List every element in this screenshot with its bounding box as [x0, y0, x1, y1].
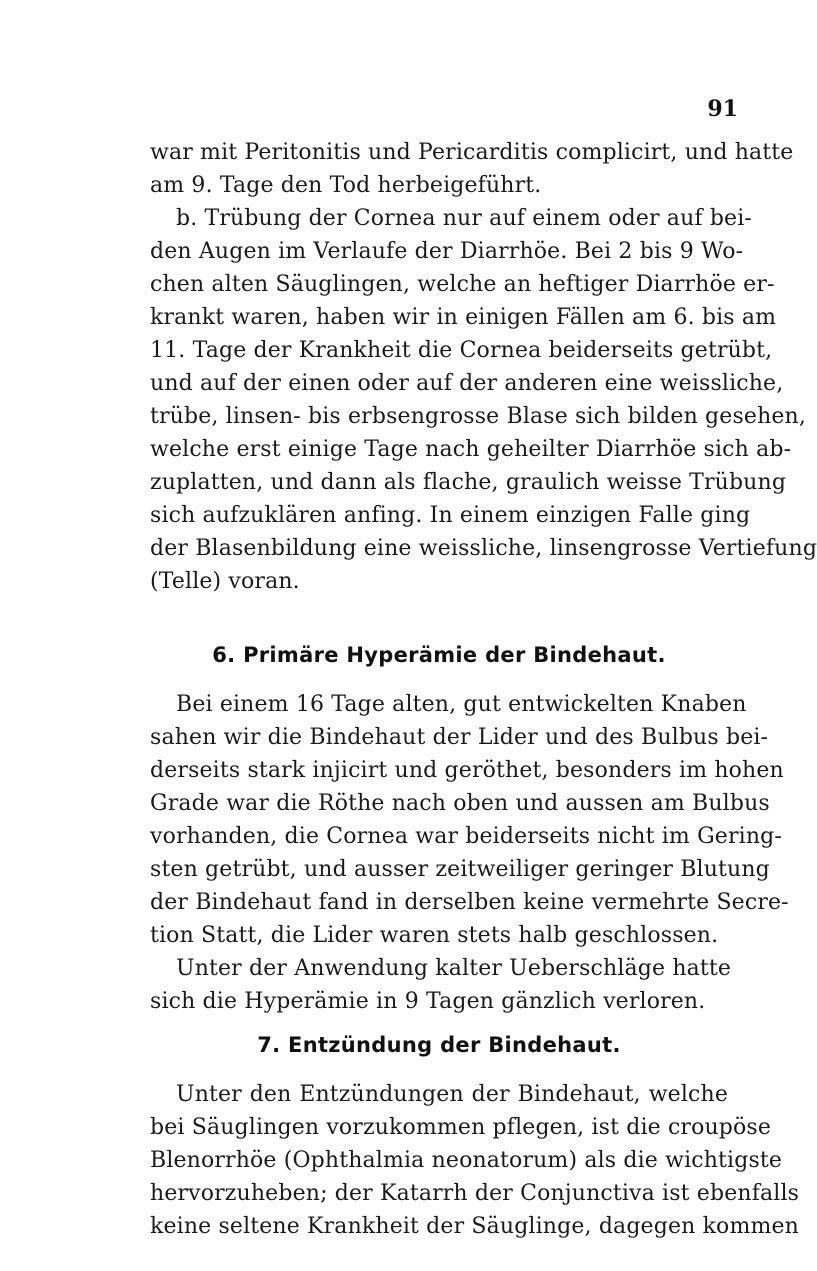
text-line: (Telle) voran.	[150, 569, 300, 594]
text-line: und auf der einen oder auf der anderen eine weissliche,	[150, 371, 784, 396]
text-line: Bei einem 16 Tage alten, gut entwickelten Knaben	[176, 692, 747, 717]
text-line: sahen wir die Bindehaut der Lider und des Bulbus bei-	[150, 725, 769, 750]
text-line: welche erst einige Tage nach geheilter Diarrhöe sich ab-	[150, 437, 792, 462]
text-line: der Blasenbildung eine weissliche, linsengrosse Vertiefung	[150, 536, 817, 561]
text-line: chen alten Säuglingen, welche an heftiger Diarrhöe er-	[150, 272, 775, 297]
text-line: am 9. Tage den Tod herbeigeführt.	[150, 173, 542, 198]
text-line: 11. Tage der Krankheit die Cornea beiderseits getrübt,	[150, 338, 773, 363]
text-line: sich aufzuklären anfing. In einem einzigen Falle ging	[150, 503, 751, 528]
text-line: der Bindehaut fand in derselben keine vermehrte Secre-	[150, 890, 789, 915]
text-line: den Augen im Verlaufe der Diarrhöe. Bei 2 bis 9 Wo-	[150, 239, 744, 264]
text-line: derseits stark injicirt und geröthet, besonders im hohen	[150, 758, 784, 783]
text-line: Unter den Entzündungen der Bindehaut, welche	[176, 1082, 728, 1107]
text-line: Blenorrhöe (Ophthalmia neonatorum) als die wichtigste	[150, 1148, 783, 1173]
text-line: trübe, linsen- bis erbsengrosse Blase sich bilden gesehen,	[150, 404, 807, 429]
text-line: tion Statt, die Lider waren stets halb geschlossen.	[150, 923, 719, 948]
text-line: Grade war die Röthe nach oben und aussen am Bulbus	[150, 791, 770, 816]
text-line: war mit Peritonitis und Pericarditis complicirt, und hatte	[150, 140, 794, 165]
paragraph-block-entzuendung	[150, 1078, 800, 1243]
text-line: b. Trübung der Cornea nur auf einem oder auf bei-	[176, 206, 752, 231]
text-line: krankt waren, haben wir in einigen Fällen am 6. bis am	[150, 305, 777, 330]
paragraph-block-trubung	[150, 136, 817, 598]
text-line: bei Säuglingen vorzukommen pflegen, ist die croupöse	[150, 1115, 772, 1140]
text-line: keine seltene Krankheit der Säuglinge, dagegen kommen	[150, 1214, 799, 1239]
section-heading-7: 7. Entzündung der Bindehaut.	[257, 1033, 621, 1057]
text-line: Unter der Anwendung kalter Ueberschläge hatte	[176, 956, 732, 981]
text-line: sten getrübt, und ausser zeitweiliger geringer Blutung	[150, 857, 770, 882]
section-heading-6: 6. Primäre Hyperämie der Bindehaut.	[212, 643, 666, 667]
text-line: vorhanden, die Cornea war beiderseits nicht im Gering-	[150, 824, 782, 849]
text-line: sich die Hyperämie in 9 Tagen gänzlich verloren.	[150, 989, 706, 1014]
text-line: hervorzuheben; der Katarrh der Conjunctiva ist ebenfalls	[150, 1181, 800, 1206]
text-line: zuplatten, und dann als flache, graulich weisse Trübung	[150, 470, 787, 495]
paragraph-block-hyperaemie	[150, 688, 789, 1018]
page-number: 91	[707, 96, 738, 122]
